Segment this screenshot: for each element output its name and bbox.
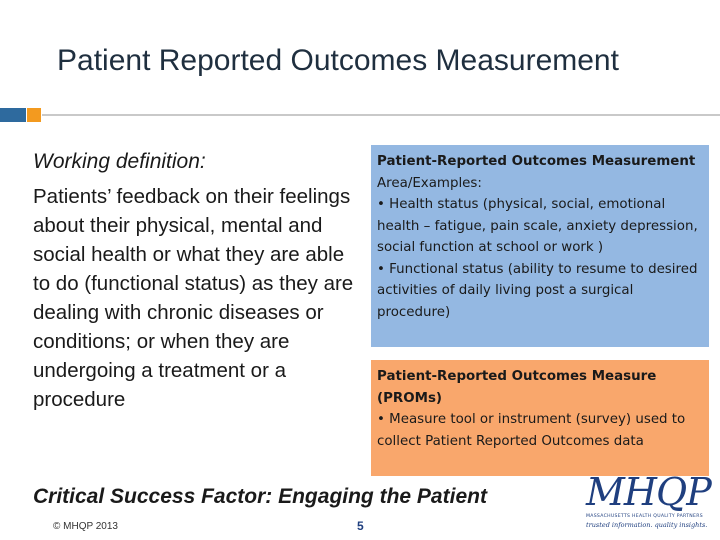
footer-copyright: © MHQP 2013 [53, 521, 118, 532]
mhqp-logo [578, 465, 718, 535]
prom-area-heading: Patient-Reported Outcomes Measurement [377, 154, 696, 169]
logo-tagline: trusted information. quality insights. [586, 521, 708, 529]
title-rule-square [27, 108, 41, 122]
page-number: 5 [357, 519, 364, 533]
prom-area-box [371, 145, 709, 347]
critical-success-factor: Critical Success Factor: Engaging the Patient [33, 485, 487, 508]
slide-title: Patient Reported Outcomes Measurement [57, 44, 619, 77]
prom-area-line: • Health status (physical, social, emotional health – fatigue, pain scale, anxiety depression, social function at school or work ) [377, 197, 698, 255]
prom-area-line: Area/Examples: [377, 175, 482, 191]
title-rule-line [42, 114, 720, 116]
logo-text: MHQP [586, 470, 711, 514]
definition-heading: Working definition: [33, 150, 206, 173]
proms-line: • Measure tool or instrument (survey) used to collect Patient Reported Outcomes data [377, 412, 686, 449]
title-rule-bar [0, 108, 26, 122]
proms-heading: Patient-Reported Outcomes Measure (PROMs) [377, 369, 657, 406]
definition-body: Patients’ feedback on their feelings about their physical, mental and social health or what they are able to do (functional status) as they are dealing with chronic diseases or conditions; or when they are undergoing a treatment or a procedure [33, 185, 354, 411]
proms-box [371, 360, 709, 476]
logo-subtitle: MASSACHUSETTS HEALTH QUALITY PARTNERS [586, 514, 703, 519]
prom-area-line: • Functional status (ability to resume to desired activities of daily living post a surgical procedure) [377, 261, 698, 320]
